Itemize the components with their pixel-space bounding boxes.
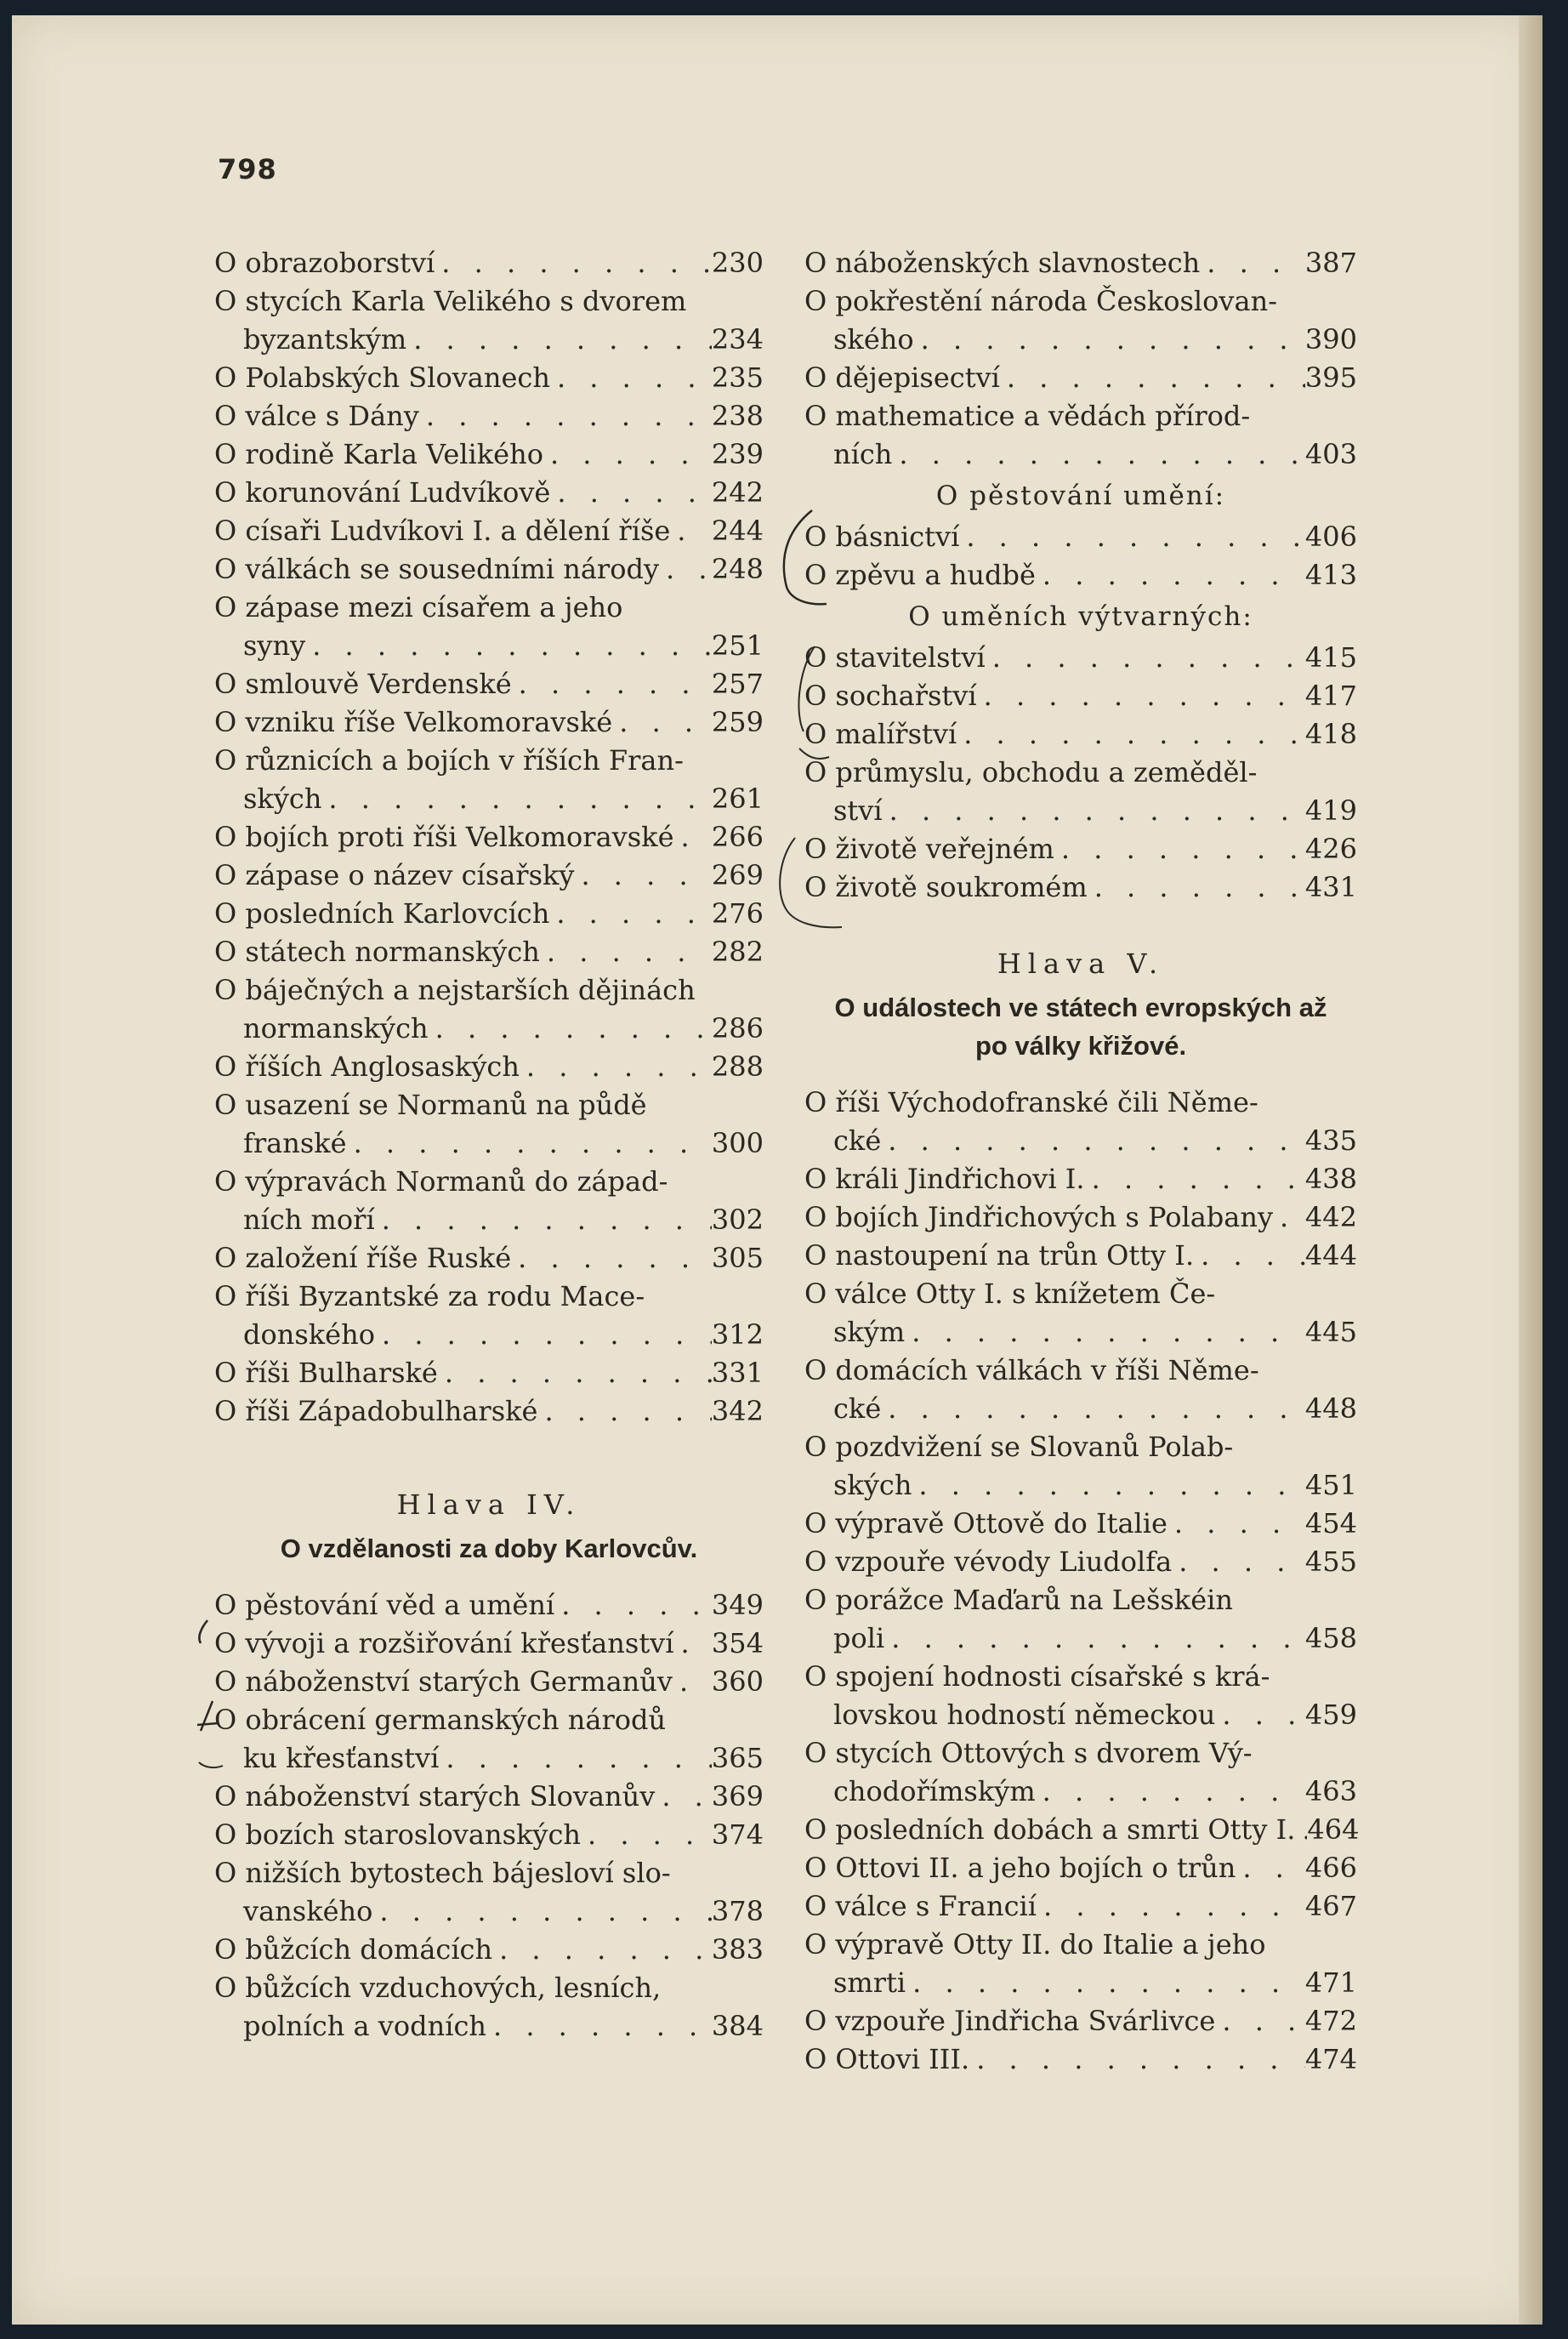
toc-entry-title: O porážce Maďarů na Lešskéin bbox=[804, 1584, 1233, 1616]
toc-entry-page: 384 bbox=[711, 2010, 764, 2042]
toc-entry-title: O náboženských slavnostech bbox=[804, 247, 1201, 279]
toc-entry-page: 266 bbox=[711, 821, 764, 853]
toc-entry-page: 418 bbox=[1304, 718, 1357, 750]
toc-entry-title: O pokřestění národa Českoslovan- bbox=[804, 285, 1277, 317]
toc-entry-title: donského bbox=[243, 1318, 375, 1351]
toc-entry-page: 406 bbox=[1304, 521, 1357, 553]
toc-entry-title: O říši Východofranské čili Něme- bbox=[804, 1086, 1258, 1118]
toc-entry-page: 239 bbox=[711, 438, 764, 470]
toc-entry-page: 435 bbox=[1304, 1124, 1357, 1157]
toc-entry-title: O výpravách Normanů do západ- bbox=[214, 1165, 668, 1198]
toc-entry-page: 387 bbox=[1304, 247, 1357, 279]
toc-entry-title: O básnictví bbox=[804, 521, 960, 553]
toc-entry-title: O válkách se sousedními národy bbox=[214, 553, 660, 585]
chapter-title-line: O událostech ve státech evropských až bbox=[834, 993, 1327, 1022]
toc-entry-title: O bůžcích vzduchových, lesních, bbox=[214, 1972, 662, 2004]
toc-entry-title: O usazení se Normanů na půdě bbox=[214, 1089, 647, 1121]
toc-entry-page: 419 bbox=[1304, 794, 1357, 827]
toc-entry-page: 374 bbox=[711, 1818, 764, 1851]
toc-entry-page: 261 bbox=[711, 783, 764, 815]
toc-entry-page: 305 bbox=[711, 1242, 764, 1274]
toc-entry-page: 444 bbox=[1304, 1239, 1357, 1272]
toc-entry-title: O státech normanských bbox=[214, 936, 540, 968]
toc-entry-page: 288 bbox=[711, 1050, 764, 1083]
subheading: O uměních výtvarných: bbox=[908, 601, 1253, 632]
toc-entry-title: O zápase o název císařský bbox=[214, 859, 575, 891]
toc-entry-title: ských bbox=[833, 1469, 912, 1501]
tick-mark bbox=[199, 1762, 223, 1767]
toc-entry-title: O bůžcích domácích bbox=[214, 1933, 493, 1966]
toc-entry-title: O malířství bbox=[804, 718, 957, 750]
toc-entry-title: O vzpouře vévody Liudolfa bbox=[804, 1545, 1173, 1578]
toc-entry-page: 466 bbox=[1304, 1852, 1357, 1884]
toc-entry-page: 276 bbox=[711, 897, 764, 930]
toc-entry-title: O králi Jindřichovi I. bbox=[804, 1163, 1085, 1195]
toc-entry-title: O sochařství bbox=[804, 680, 977, 712]
toc-entry-title: O válce Otty I. s knížetem Če- bbox=[804, 1278, 1216, 1310]
toc-entry-page: 286 bbox=[711, 1012, 764, 1044]
toc-entry-page: 413 bbox=[1304, 559, 1357, 591]
toc-entry-title: O náboženství starých Slovanův bbox=[214, 1780, 656, 1813]
toc-entry-title: O Ottovi II. a jeho bojích o trůn bbox=[804, 1852, 1236, 1884]
toc-entry-page: 378 bbox=[711, 1895, 764, 1927]
page-number: 798 bbox=[218, 153, 277, 185]
bracket-mark bbox=[780, 838, 842, 927]
toc-entry-page: 390 bbox=[1304, 323, 1357, 356]
toc-entry-title: O náboženství starých Germanův bbox=[214, 1665, 673, 1698]
toc-entry-page: 471 bbox=[1304, 1966, 1357, 1999]
toc-entry-page: 259 bbox=[711, 706, 764, 738]
toc-entry-title: O posledních Karlovcích bbox=[214, 897, 550, 930]
toc-entry-page: 331 bbox=[711, 1357, 764, 1389]
toc-entry-title: O stycích Ottových s dvorem Vý- bbox=[804, 1737, 1253, 1769]
toc-entry-title: normanských bbox=[243, 1012, 429, 1044]
toc-entry-title: O nastoupení na trůn Otty I. bbox=[804, 1239, 1195, 1272]
toc-entry-title: ským bbox=[833, 1316, 906, 1348]
toc-entry-page: 454 bbox=[1304, 1507, 1357, 1539]
toc-entry-page: 438 bbox=[1304, 1163, 1357, 1195]
toc-entry-page: 445 bbox=[1304, 1316, 1357, 1348]
toc-entry-page: 248 bbox=[711, 553, 764, 585]
toc-entry-title: franské bbox=[243, 1127, 347, 1159]
toc-entry-page: 269 bbox=[711, 859, 764, 891]
toc-entry-page: 417 bbox=[1304, 680, 1357, 712]
toc-entry-title: chodořímským bbox=[833, 1775, 1036, 1807]
toc-entry-page: 474 bbox=[1304, 2043, 1357, 2075]
toc-entry-title: vanského bbox=[243, 1895, 373, 1927]
toc-entry-title: O vzniku říše Velkomoravské bbox=[214, 706, 613, 738]
toc-entry-title: O smlouvě Verdenské bbox=[214, 668, 512, 700]
toc-entry-title: ských bbox=[243, 783, 322, 815]
toc-entry-page: 312 bbox=[711, 1318, 764, 1351]
toc-entry-title: O obrácení germanských národů bbox=[214, 1704, 667, 1736]
toc-entry-title: cké bbox=[833, 1124, 882, 1157]
toc-entry-title: O výpravě Otty II. do Italie a jeho bbox=[804, 1928, 1266, 1961]
toc-entry-page: 451 bbox=[1304, 1469, 1357, 1501]
toc-entry-page: 354 bbox=[711, 1627, 764, 1659]
toc-entry-title: O korunování Ludvíkově bbox=[214, 476, 551, 509]
toc-entry-title: O zpěvu a hudbě bbox=[804, 559, 1036, 591]
toc-entry-page: 238 bbox=[711, 400, 764, 432]
toc-entry-page: 464 bbox=[1307, 1813, 1360, 1846]
toc-entry-page: 257 bbox=[711, 668, 764, 700]
toc-entry-title: ství bbox=[833, 794, 883, 827]
toc-entry-title: O bojích proti říši Velkomoravské bbox=[214, 821, 674, 853]
toc-entry-page: 459 bbox=[1304, 1699, 1357, 1731]
toc-entry-title: O válce s Francií bbox=[804, 1890, 1037, 1922]
chapter-heading: Hlava IV. bbox=[396, 1488, 582, 1521]
toc-entry-title: O založení říše Ruské bbox=[214, 1242, 512, 1274]
toc-entry-page: 360 bbox=[711, 1665, 764, 1698]
toc-entry-title: ních moří bbox=[243, 1204, 375, 1236]
toc-entry-title: ského bbox=[833, 323, 914, 356]
toc-entry-title: O báječných a nejstarších dějinách bbox=[214, 974, 696, 1006]
toc-entry-page: 415 bbox=[1304, 641, 1357, 674]
toc-entry-title: O Ottovi III. bbox=[804, 2043, 970, 2075]
toc-entry-title: O bojích Jindřichových s Polabany bbox=[804, 1201, 1274, 1233]
toc-entry-title: O bozích staroslovanských bbox=[214, 1818, 581, 1851]
toc-entry-page: 369 bbox=[711, 1780, 764, 1813]
toc-entry-title: O dějepisectví bbox=[804, 361, 1000, 394]
toc-entry-title: O pozdvižení se Slovanů Polab- bbox=[804, 1431, 1234, 1463]
toc-entry-title: O výpravě Ottově do Italie bbox=[804, 1507, 1167, 1539]
subheading: O pěstování umění: bbox=[935, 481, 1226, 511]
toc-entry-page: 251 bbox=[711, 629, 764, 662]
tick-mark bbox=[199, 1620, 207, 1643]
bracket-mark bbox=[784, 510, 827, 604]
toc-entry-page: 282 bbox=[711, 936, 764, 968]
toc-entry-title: O posledních dobách a smrti Otty I. bbox=[804, 1813, 1296, 1846]
toc-entry-page: 442 bbox=[1304, 1201, 1357, 1233]
toc-entry-title: cké bbox=[833, 1392, 882, 1425]
toc-entry-page: 230 bbox=[711, 247, 764, 279]
toc-entry-title: syny bbox=[243, 629, 306, 662]
toc-entry-page: 455 bbox=[1304, 1545, 1357, 1578]
toc-entry-title: O Polabských Slovanech bbox=[214, 361, 550, 394]
toc-entry-title: O životě soukromém bbox=[804, 871, 1088, 903]
toc-entry-page: 242 bbox=[711, 476, 764, 509]
toc-entry-page: 403 bbox=[1304, 438, 1357, 470]
toc-entry-title: O říši Bulharské bbox=[214, 1357, 438, 1389]
chapter-heading: Hlava V. bbox=[997, 948, 1165, 980]
toc-entry-title: O říši Byzantské za rodu Mace- bbox=[214, 1280, 645, 1312]
toc-entry-title: O různicích a bojích v říších Fran- bbox=[214, 744, 684, 777]
toc-entry-title: O rodině Karla Velikého bbox=[214, 438, 543, 470]
toc-entry-title: O válce s Dány bbox=[214, 400, 419, 432]
toc-entry-title: O spojení hodnosti císařské s krá- bbox=[804, 1660, 1270, 1693]
toc-entry-page: 383 bbox=[711, 1933, 764, 1966]
toc-entry-title: ku křesťanství bbox=[243, 1742, 440, 1774]
toc-entry-page: 467 bbox=[1304, 1890, 1357, 1922]
toc-entry-page: 300 bbox=[711, 1127, 764, 1159]
toc-entry-page: 349 bbox=[711, 1589, 764, 1621]
toc-entry-page: 458 bbox=[1304, 1622, 1357, 1654]
toc-entry-page: 302 bbox=[711, 1204, 764, 1236]
toc-entry-page: 448 bbox=[1304, 1392, 1357, 1425]
toc-entry-title: O životě veřejném bbox=[804, 833, 1054, 865]
toc-entry-title: byzantským bbox=[243, 323, 407, 356]
toc-entry-title: O stycích Karla Velikého s dvorem bbox=[214, 285, 687, 317]
toc-entry-page: 244 bbox=[711, 515, 764, 547]
toc-entry-title: smrti bbox=[833, 1966, 906, 1999]
toc-entry-title: O pěstování věd a umění bbox=[214, 1589, 555, 1621]
toc-entry-page: 431 bbox=[1304, 871, 1357, 903]
toc-entry-title: O průmyslu, obchodu a zeměděl- bbox=[804, 756, 1258, 788]
toc-entry-page: 234 bbox=[711, 323, 764, 356]
toc-entry-title: ních bbox=[833, 438, 893, 470]
toc-entry-title: polních a vodních bbox=[243, 2010, 486, 2042]
toc-entry-page: 463 bbox=[1304, 1775, 1357, 1807]
toc-entry-title: O vzpouře Jindřicha Svárlivce bbox=[804, 2005, 1216, 2037]
toc-entry-page: 472 bbox=[1304, 2005, 1357, 2037]
tick-mark bbox=[197, 1701, 218, 1731]
toc-entry-title: O zápase mezi císařem a jeho bbox=[214, 591, 623, 623]
toc-entry-page: 342 bbox=[711, 1395, 764, 1427]
toc-entry-title: O nižších bytostech bájesloví slo- bbox=[214, 1857, 671, 1889]
toc-entry-title: O domácích válkách v říši Něme- bbox=[804, 1354, 1259, 1386]
toc-entry-page: 365 bbox=[711, 1742, 764, 1774]
toc-entry-title: O vývoji a rozšiřování křesťanství bbox=[214, 1627, 674, 1659]
chapter-title-line: po války křižové. bbox=[974, 1031, 1187, 1061]
toc-entry-title: O císaři Ludvíkovi I. a dělení říše bbox=[214, 515, 671, 547]
toc-entry-title: O obrazoborství bbox=[214, 247, 435, 279]
toc-entry-title: O mathematice a vědách přírod- bbox=[804, 400, 1251, 432]
toc-entry-title: poli bbox=[833, 1622, 885, 1654]
toc-entry-title: lovskou hodností německou bbox=[833, 1699, 1216, 1731]
toc-entry-page: 395 bbox=[1304, 361, 1357, 394]
toc-entry-page: 235 bbox=[711, 361, 764, 394]
toc-entry-title: O říších Anglosaských bbox=[214, 1050, 520, 1083]
toc-entry-title: O říši Západobulharské bbox=[214, 1395, 538, 1427]
bracket-mark bbox=[798, 646, 829, 759]
toc-entry-title: O stavitelství bbox=[804, 641, 986, 674]
chapter-title: O vzdělanosti za doby Karlovcův. bbox=[280, 1534, 698, 1563]
toc-entry-page: 426 bbox=[1304, 833, 1357, 865]
